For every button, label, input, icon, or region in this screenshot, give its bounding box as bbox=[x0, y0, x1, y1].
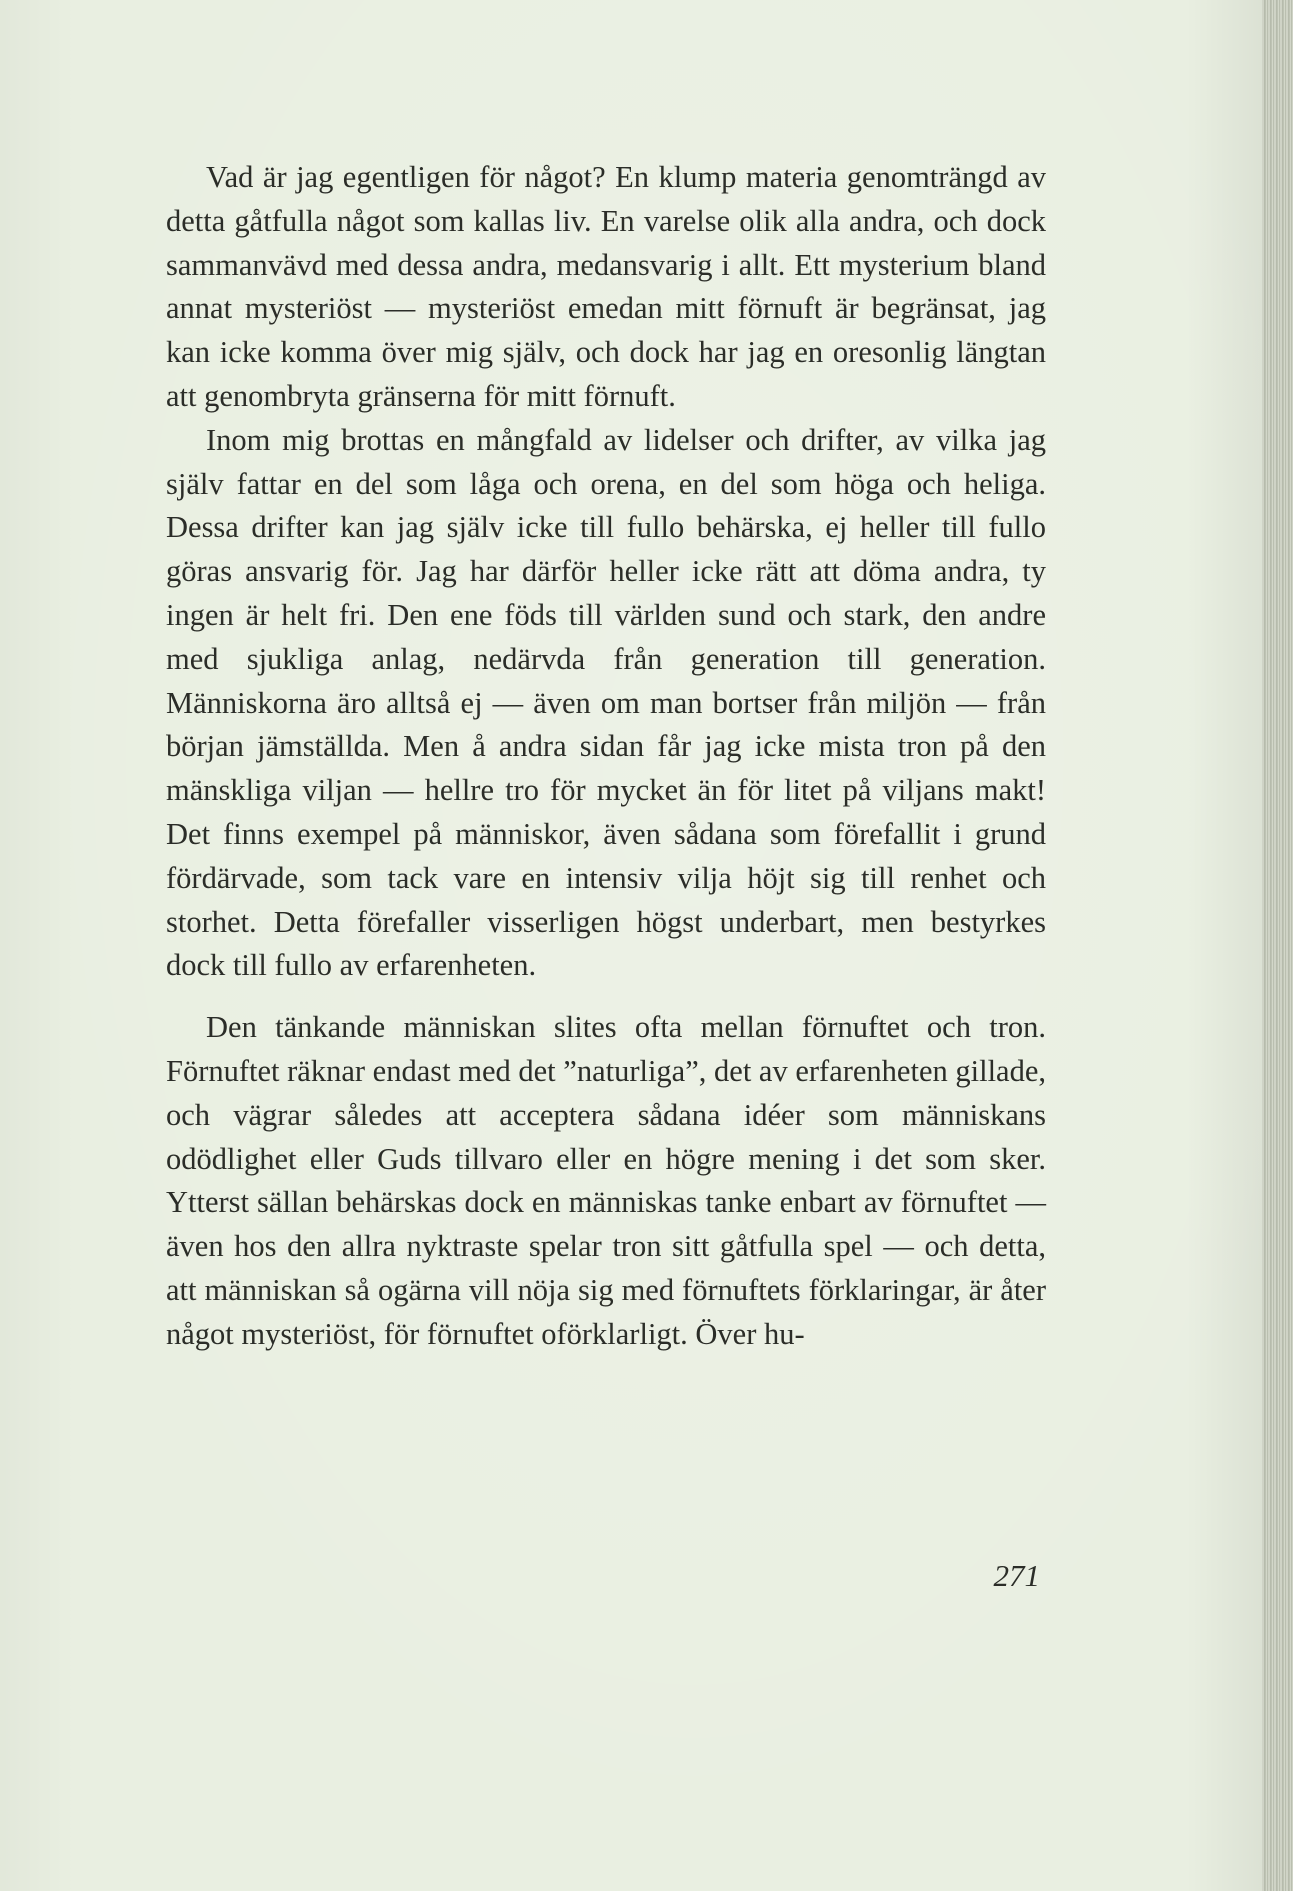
page-edge bbox=[1262, 0, 1293, 1891]
paragraph-2: Inom mig brottas en mångfald av lidelser och drifter, av vilka jag själv fattar en del som låga och orena, en del som höga och heliga. Dessa drifter kan jag själv icke till fullo behärska, ej heller till fullo göras ansvarig för. Jag har därför heller icke rätt att döma andra, ty ingen är helt fri. Den ene föds till världen sund och stark, den andre med sjukliga anlag, nedärvda från generation till generation. Människorna äro alltså ej — även om man bortser från miljön — från början jämställda. Men å andra sidan får jag icke mista tron på den mänskliga viljan — hellre tro för mycket än för litet på viljans makt! Det finns exempel på människor, även sådana som förefallit i grund fördärvade, som tack vare en intensiv vilja höjt sig till renhet och storhet. Detta förefaller visserligen högst underbart, men bestyrkes dock till fullo av erfarenheten. bbox=[166, 422, 1046, 983]
paragraph-3: Den tänkande människan slites ofta mellan förnuftet och tron. Förnuftet räknar endast med det ”naturliga”, det av erfarenheten gillade, och vägrar således att acceptera sådana idéer som människans odödlighet eller Guds tillvaro eller en högre mening i det som sker. Ytterst sällan behärskas dock en människas tanke enbart av förnuftet — även hos den allra nyktraste spelar tron sitt gåtfulla spel — och detta, att människan så ogärna vill nöja sig med förnuftets förklaringar, är åter något mysteriöst, för förnuftet oförklarligt. Över hu- bbox=[166, 1010, 1046, 1351]
paragraph-1: Vad är jag egentligen för något? En klump materia genomträngd av detta gåtfulla något som kallas liv. En varelse olik alla andra, och dock sammanvävd med dessa andra, medansvarig i allt. Ett mysterium bland annat mysteriöst — mysteriöst emedan mitt förnuft är begränsat, jag kan icke komma över mig själv, och dock har jag en oresonlig längtan att genombryta gränserna för mitt förnuft. bbox=[166, 160, 1046, 413]
body-text bbox=[166, 156, 1046, 1357]
page-number: 271 bbox=[993, 1558, 1040, 1593]
